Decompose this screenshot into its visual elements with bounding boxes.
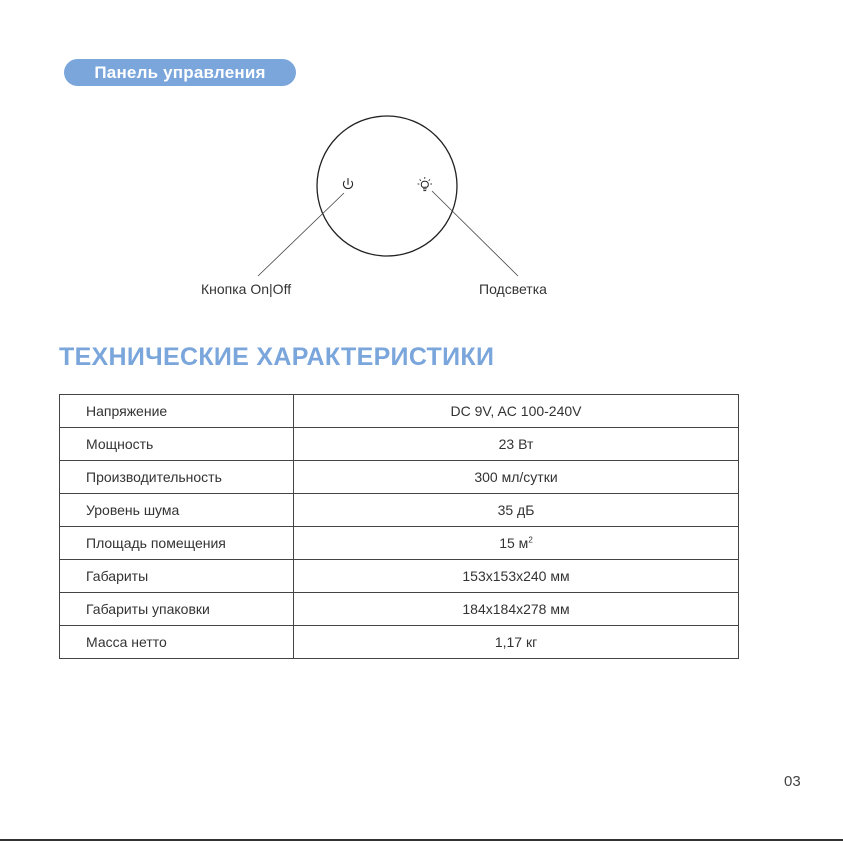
spec-value-text: 15 м [499, 535, 529, 551]
power-button-label: Кнопка On|Off [201, 281, 292, 297]
spec-value: 1,17 кг [294, 626, 739, 659]
spec-param: Мощность [60, 428, 294, 461]
spec-value: 184x184x278 мм [294, 593, 739, 626]
spec-value: 300 мл/сутки [294, 461, 739, 494]
table-row [60, 461, 739, 494]
specs-title: ТЕХНИЧЕСКИЕ ХАРАКТЕРИСТИКИ [59, 343, 495, 371]
spec-value: 35 дБ [294, 494, 739, 527]
table-row [60, 626, 739, 659]
backlight-label: Подсветка [479, 281, 547, 297]
control-panel-heading: Панель управления [64, 59, 296, 86]
spec-value-superscript: 2 [528, 535, 533, 545]
page-number: 03 [784, 773, 801, 790]
backlight-callout-line [432, 191, 518, 276]
spec-value: DC 9V, AC 100-240V [294, 395, 739, 428]
table-row [60, 527, 739, 560]
spec-value: 153x153x240 мм [294, 560, 739, 593]
spec-param: Габариты [60, 560, 294, 593]
table-row [60, 395, 739, 428]
spec-param: Габариты упаковки [60, 593, 294, 626]
table-row [60, 494, 739, 527]
control-panel-circle [317, 116, 457, 256]
spec-value [294, 527, 739, 560]
footer-divider [0, 839, 843, 841]
table-row [60, 593, 739, 626]
control-panel-diagram [0, 0, 843, 320]
spec-param: Масса нетто [60, 626, 294, 659]
spec-param: Напряжение [60, 395, 294, 428]
spec-param: Производительность [60, 461, 294, 494]
spec-value: 23 Вт [294, 428, 739, 461]
power-callout-line [258, 193, 344, 276]
spec-param: Площадь помещения [60, 527, 294, 560]
table-row [60, 560, 739, 593]
table-row [60, 428, 739, 461]
spec-param: Уровень шума [60, 494, 294, 527]
specs-table [59, 394, 739, 659]
